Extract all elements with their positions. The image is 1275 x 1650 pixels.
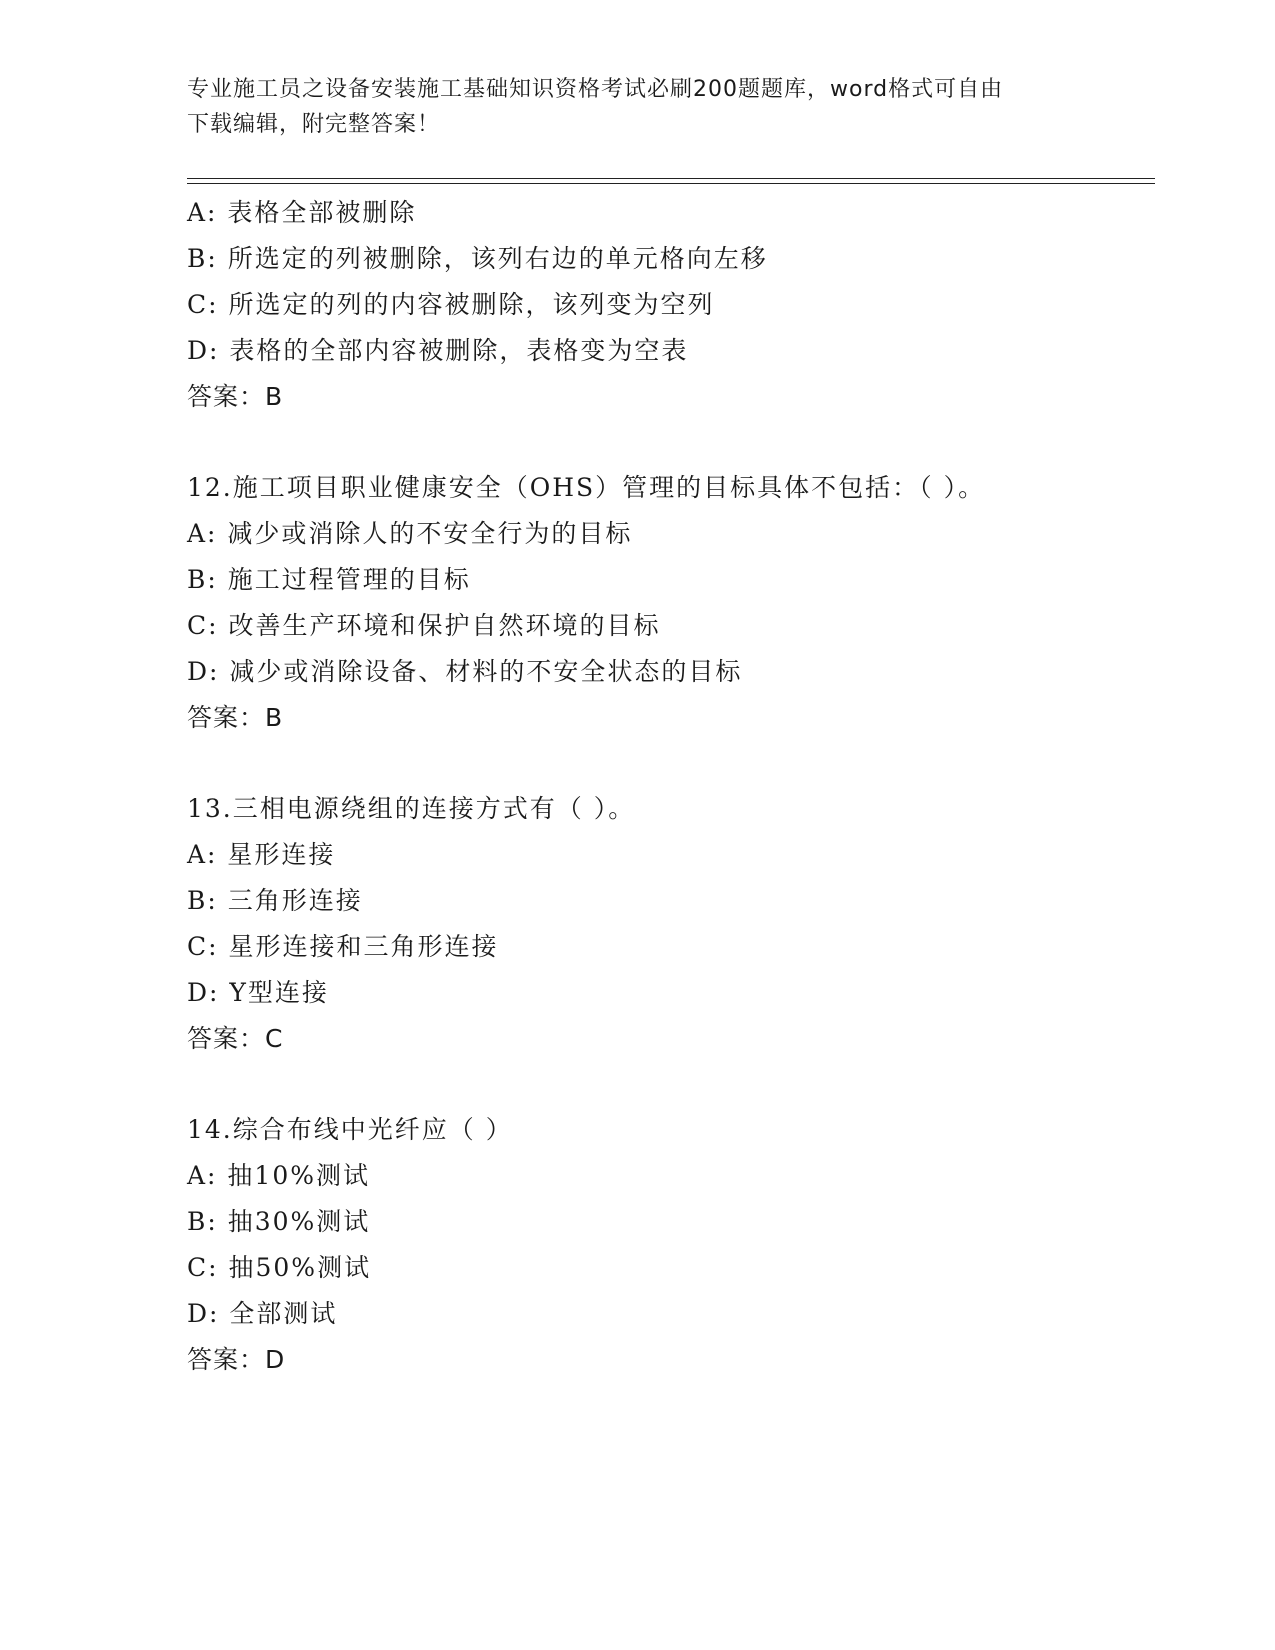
header-divider-top [187, 178, 1155, 179]
header-line-2: 下载编辑，附完整答案！ [187, 112, 441, 137]
answer-label: 答案：D [187, 1345, 286, 1374]
spacer [187, 420, 1155, 465]
document-header [187, 72, 1067, 142]
option-d: D: 表格的全部内容被删除，表格变为空表 [187, 336, 689, 365]
option-b: B: 抽30%测试 [187, 1207, 371, 1236]
option-a: A: 星形连接 [187, 840, 336, 869]
option-a: A: 减少或消除人的不安全行为的目标 [187, 519, 633, 548]
option-a: A: 抽10%测试 [187, 1161, 370, 1190]
option-a: A: 表格全部被删除 [187, 198, 417, 227]
option-c: C: 星形连接和三角形连接 [187, 932, 499, 961]
question-text: 13.三相电源绕组的连接方式有（ ）。 [187, 794, 636, 823]
answer-label: 答案：B [187, 703, 284, 732]
question-list [187, 190, 1155, 1383]
question-block-14 [187, 1107, 1155, 1383]
question-text: 14.综合布线中光纤应（ ） [187, 1115, 513, 1144]
question-block-11 [187, 190, 1155, 420]
option-b: B: 施工过程管理的目标 [187, 565, 471, 594]
answer-label: 答案：C [187, 1024, 284, 1053]
question-text: 12.施工项目职业健康安全（OHS）管理的目标具体不包括：（ ）。 [187, 473, 986, 502]
option-c: C: 所选定的列的内容被删除，该列变为空列 [187, 290, 715, 319]
question-block-12 [187, 465, 1155, 741]
header-divider-bottom [187, 183, 1155, 184]
answer-label: 答案：B [187, 382, 284, 411]
spacer [187, 741, 1155, 786]
option-d: D: Y型连接 [187, 978, 329, 1007]
option-d: D: 减少或消除设备、材料的不安全状态的目标 [187, 657, 743, 686]
option-b: B: 所选定的列被删除，该列右边的单元格向左移 [187, 244, 768, 273]
option-b: B: 三角形连接 [187, 886, 363, 915]
spacer [187, 1062, 1155, 1107]
option-c: C: 改善生产环境和保护自然环境的目标 [187, 611, 661, 640]
option-c: C: 抽50%测试 [187, 1253, 372, 1282]
question-block-13 [187, 786, 1155, 1062]
header-line-1: 专业施工员之设备安装施工基础知识资格考试必刷200题题库，word格式可自由 [187, 77, 1004, 102]
option-d: D: 全部测试 [187, 1299, 338, 1328]
